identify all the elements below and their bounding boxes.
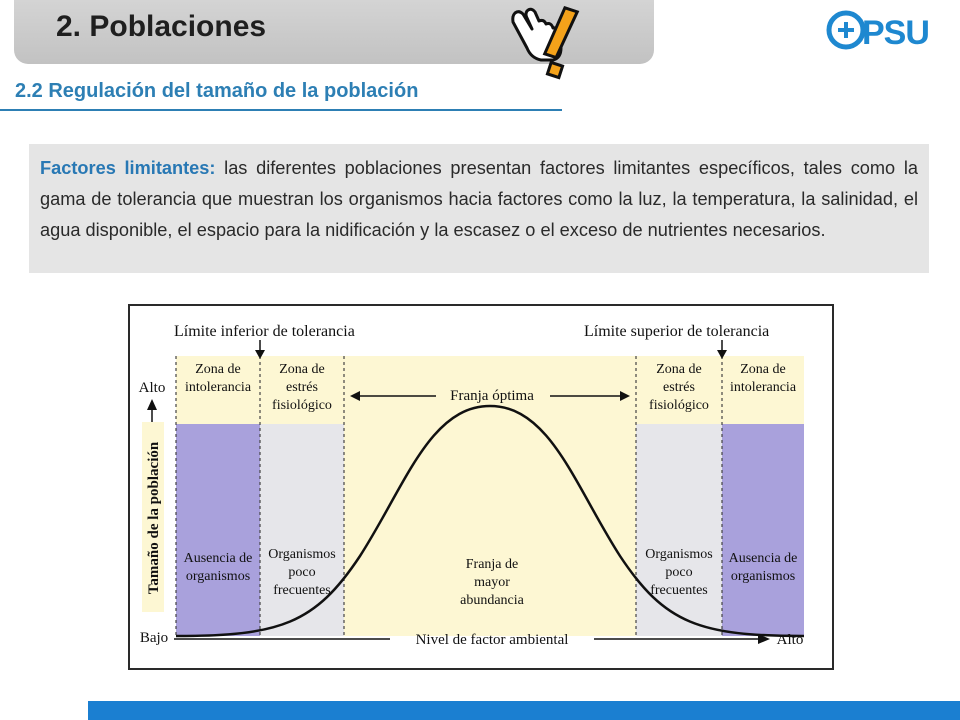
- y-axis-label: Tamaño de la población: [146, 441, 162, 595]
- right-stress-zone: [636, 424, 722, 636]
- left-absence-label-1: Ausencia de: [183, 551, 253, 566]
- left-intolerance-label-2: intolerancia: [184, 380, 252, 395]
- section-subtitle: 2.2 Regulación del tamaño de la población: [15, 80, 419, 102]
- right-stress-label-1: Zona de: [656, 362, 702, 377]
- right-intolerance-label-1: Zona de: [740, 362, 786, 377]
- upper-limit-label: Límite superior de tolerancia: [584, 323, 770, 340]
- limiting-factors-body: las diferentes poblaciones presentan factores limitantes específicos, tales como la gama de tolerancia que muestran los organismos hacia factores como la luz, la temperatura, la salinidad, el agua disponible, el espacio para la nidificación y la escasez o el exceso de nutrientes necesarios.: [40, 158, 919, 240]
- right-stress-label-2: estrés: [663, 380, 695, 395]
- abundance-label-3: abundancia: [460, 593, 524, 608]
- x-axis-high-label: Alto: [776, 632, 804, 648]
- limiting-factors-text: [29, 144, 929, 273]
- right-intolerance-label-2: intolerancia: [729, 380, 797, 395]
- left-intolerance-label-1: Zona de: [195, 362, 241, 377]
- subtitle-underline: [0, 109, 562, 111]
- left-stress-label-2: estrés: [286, 380, 318, 395]
- y-axis-low-label: Bajo: [139, 630, 169, 646]
- abundance-label-2: mayor: [474, 575, 510, 590]
- right-few-label-2: poco: [665, 565, 693, 580]
- limiting-factors-lead: Factores limitantes:: [40, 158, 216, 178]
- right-stress-label-3: fisiológico: [649, 398, 709, 413]
- right-intolerance-zone: [722, 424, 804, 636]
- left-absence-label-2: organismos: [185, 569, 251, 584]
- page-title: 2. Poblaciones: [56, 10, 267, 43]
- pointing-hand-icon: [505, 2, 585, 82]
- footer-bar: [88, 701, 960, 720]
- tolerance-figure: [128, 304, 834, 670]
- right-absence-label-1: Ausencia de: [728, 551, 798, 566]
- x-axis-label: Nivel de factor ambiental: [415, 632, 569, 648]
- right-few-label-1: Organismos: [645, 547, 713, 562]
- abundance-label-1: Franja de: [465, 557, 519, 572]
- left-stress-zone: [260, 424, 344, 636]
- left-stress-label-1: Zona de: [279, 362, 325, 377]
- optimal-band-label: Franja óptima: [450, 388, 534, 404]
- lower-limit-label: Límite inferior de tolerancia: [174, 323, 355, 340]
- left-stress-label-3: fisiológico: [272, 398, 332, 413]
- left-intolerance-zone: [176, 424, 260, 636]
- left-few-label-1: Organismos: [268, 547, 336, 562]
- tolerance-diagram: [130, 306, 832, 668]
- left-few-label-2: poco: [288, 565, 316, 580]
- right-few-label-3: frecuentes: [650, 583, 708, 598]
- logo-text: PSU: [862, 14, 929, 52]
- y-axis-high-label: Alto: [138, 380, 166, 396]
- left-few-label-3: frecuentes: [273, 583, 331, 598]
- right-absence-label-2: organismos: [730, 569, 796, 584]
